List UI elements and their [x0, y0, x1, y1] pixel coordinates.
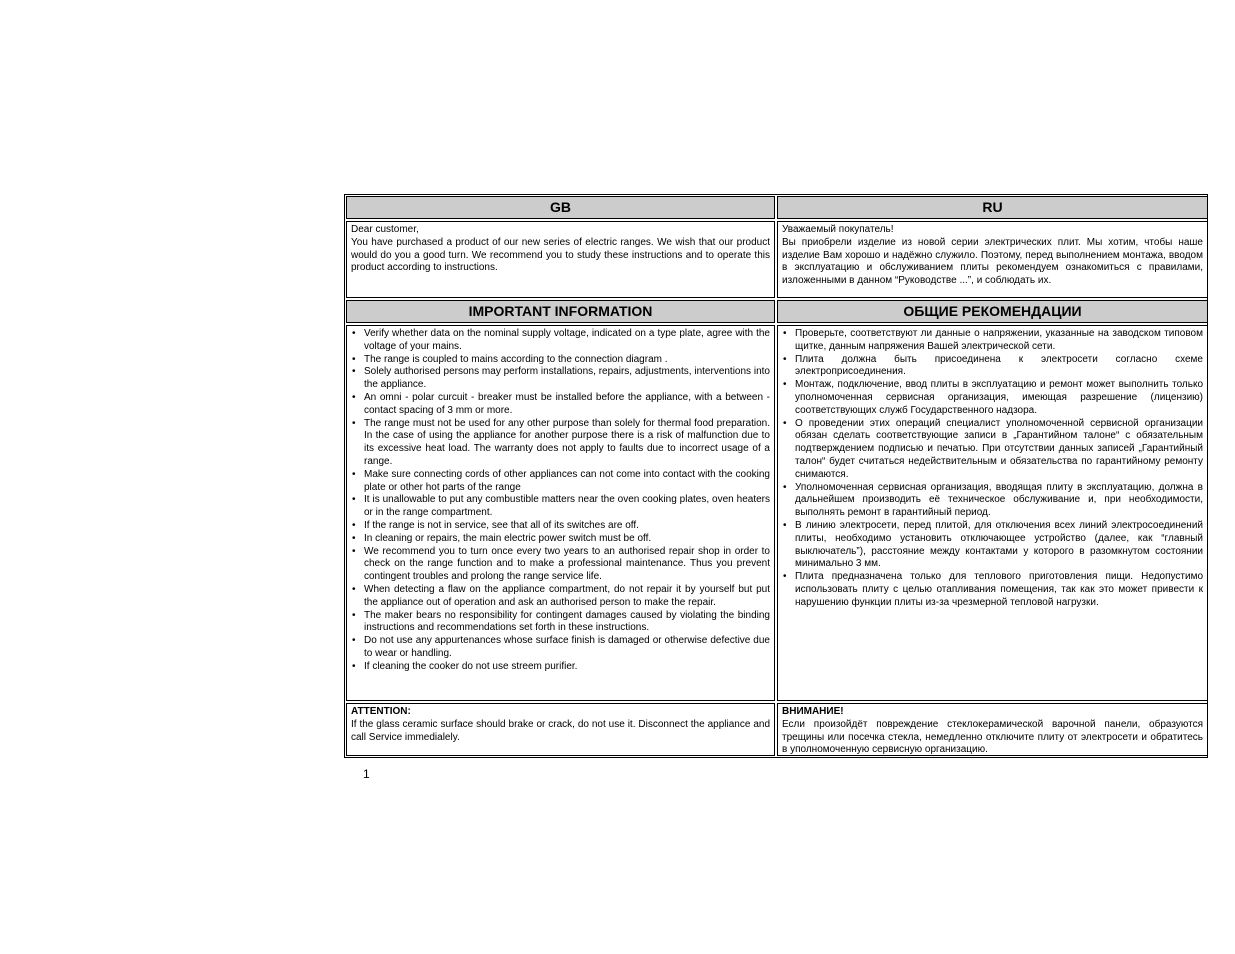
intro-gb-body: You have purchased a product of our new series of electric ranges. We wish that our product would do you a good turn. We recommend you to study these instructions and to operate this product according to instructions. [351, 236, 770, 274]
page-number: 1 [363, 767, 370, 781]
list-item: • Монтаж, подключение, ввод плиты в эксплуатацию и ремонт может выполнить только уполномоченная сервисная организация, имеющая разрешение (лицензию) соответствующих служб Государственного надзора. [782, 379, 1203, 417]
list-item: • Solely authorised persons may perform installations, repairs, adjustments, interventions into the appliance. [351, 366, 770, 392]
list-item: • We recommend you to turn once every two years to an authorised repair shop in order to check on the range function and to make a professional maintenance. Thus you prevent contingent troubles and prolong the range service life. [351, 546, 770, 584]
header-important-information: IMPORTANT INFORMATION [346, 300, 775, 323]
attention-gb-text: If the glass ceramic surface should brake or crack, do not use it. Disconnect the appliance and call Service immedialely. [351, 718, 770, 743]
header-general-recommendations: ОБЩИЕ РЕКОМЕНДАЦИИ [777, 300, 1208, 323]
info-gb [346, 325, 775, 701]
intro-ru-body: Вы приобрели изделие из новой серии электрических плит. Мы хотим, чтобы наше изделие Вам хорошо и надёжно служило. Поэтому, перед выполнением монтажа, вводом в эксплуатацию и обслуживанием плиты рекомендуем ознакомиться с правилами, изложенными в данном “Руководстве ...”, и соблюдать их. [782, 236, 1203, 287]
list-item: • If cleaning the cooker do not use streem purifier. [351, 661, 770, 674]
list-item: • Make sure connecting cords of other appliances can not come into contact with the cooking plate or other hot parts of the range [351, 469, 770, 495]
list-item: • Do not use any appurtenances whose surface finish is damaged or otherwise defective due to wear or handling. [351, 635, 770, 661]
intro-ru [777, 221, 1208, 298]
header-gb: GB [346, 196, 775, 219]
list-item: • Плита предназначена только для теплового приготовления пищи. Недопустимо использовать плиту с целью отапливания помещения, так как это может привести к нарушению функции плиты из-за чрезмерной тепловой нагрузки. [782, 571, 1203, 609]
list-item: • If the range is not in service, see that all of its switches are off. [351, 520, 770, 533]
header-ru: RU [777, 196, 1208, 219]
attention-gb-title: ATTENTION: [351, 706, 411, 717]
list-item: • The maker bears no responsibility for contingent damages caused by violating the binding instructions and recommendations set forth in these instructions. [351, 610, 770, 636]
list-item: • Уполномоченная сервисная организация, вводящая плиту в эксплуатацию, должна в дальнейшем производить её техническое обслуживание и, при необходимости, выполнять ремонт в гарантийный период. [782, 482, 1203, 520]
list-item: • The range is coupled to mains according to the connection diagram . [351, 354, 770, 367]
list-item: • The range must not be used for any other purpose than solely for thermal food preparation. In the case of using the appliance for another purpose there is a risk of malfunction due to its excessive heat load. The warranty does not apply to faults due to incorrect usage of a range. [351, 418, 770, 469]
list-item: • An omni - polar curcuit - breaker must be installed before the appliance, with a between - contact spacing of 3 mm or more. [351, 392, 770, 418]
list-item: • О проведении этих операций специалист уполномоченной сервисной организации обязан сделать соответствующие записи в „Гарантийном талоне“ с обязательным подтверждением подписью и печатью. При отсутствии данных записей „Гарантийный талон“ будет считаться недействительным и обязательства по гарантийному ремонту снимаются. [782, 418, 1203, 482]
bilingual-table [344, 194, 1208, 758]
intro-gb [346, 221, 775, 298]
info-gb-list [351, 328, 770, 674]
attention-gb [346, 703, 775, 756]
attention-ru-title: ВНИМАНИЕ! [782, 706, 844, 717]
intro-ru-greeting: Уважаемый покупатель! [782, 224, 894, 235]
list-item: • Verify whether data on the nominal supply voltage, indicated on a type plate, agree with the voltage of your mains. [351, 328, 770, 354]
list-item: • When detecting a flaw on the appliance compartment, do not repair it by yourself but put the appliance out of operation and ask an authorised person to make the repair. [351, 584, 770, 610]
list-item: • It is unallowable to put any combustible matters near the oven cooking plates, oven heaters or in the range compartment. [351, 494, 770, 520]
attention-ru [777, 703, 1208, 756]
list-item: • Проверьте, соответствуют ли данные о напряжении, указанные на заводском типовом щитке, данным напряжения Вашей электрической сети. [782, 328, 1203, 354]
intro-gb-greeting: Dear customer, [351, 224, 419, 235]
info-ru-list [782, 328, 1203, 610]
list-item: • Плита должна быть присоединена к электросети согласно схеме электроприсоединения. [782, 354, 1203, 380]
list-item: • In cleaning or repairs, the main electric power switch must be off. [351, 533, 770, 546]
list-item: • В линию электросети, перед плитой, для отключения всех линий электросоединений плиты, необходимо установить отключающее устройство (далее, как “главный выключатель”), расстояние между контактами у которого в разомкнутом состоянии минимально 3 мм. [782, 520, 1203, 571]
attention-ru-text: Если произойдёт повреждение стеклокерамической варочной панели, образуются трещины или посечка стекла, немедленно отключите плиту от электросети и обратитесь в уполномоченную сервисную организацию. [782, 718, 1203, 756]
info-ru [777, 325, 1208, 701]
